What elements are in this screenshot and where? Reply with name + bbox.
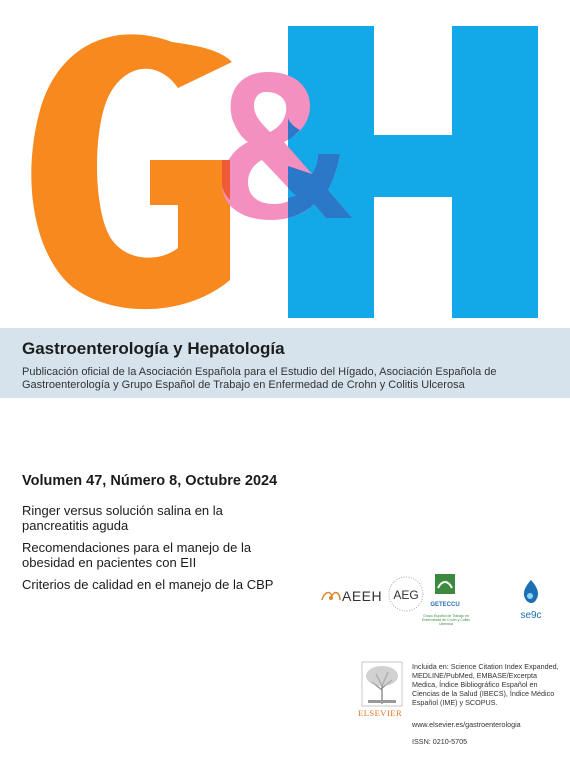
journal-title: Gastroenterología y Hepatología — [22, 339, 285, 358]
svg-text:AEG: AEG — [393, 588, 419, 602]
journal-website[interactable]: www.elsevier.es/gastroenterologia — [412, 720, 521, 729]
sepd-logo — [516, 576, 546, 624]
geteccu-logo — [424, 572, 466, 620]
article-title: Recomendaciones para el manejo de la obesidad en pacientes con EII — [22, 540, 252, 570]
indexing-info: Incluida en: Science Citation Index Expanded, MEDLINE/PubMed, EMBASE/Excerpta Medica, Índice Bibliográfico Español en Ciencias de la Salud (IBECS), Índice Médico Español (IME) y SCOPUS. — [412, 662, 559, 707]
aeg-logo — [386, 572, 426, 620]
aeeh-logo: AEEH — [342, 588, 383, 604]
gh-logo — [0, 0, 570, 330]
geteccu-caption: Grupo Español de Trabajo en Enfermedad de Crohn y Colitis Ulcerosa — [422, 614, 470, 626]
elsevier-wordmark: ELSEVIER — [358, 708, 403, 718]
partner-logos — [320, 568, 560, 628]
aeeh-icon — [320, 586, 342, 604]
elsevier-tree-logo — [360, 660, 404, 708]
issue-volume: Volumen 47, Número 8, Octubre 2024 — [22, 473, 278, 489]
svg-text:GETECCU: GETECCU — [430, 602, 460, 608]
article-list — [22, 503, 292, 599]
g-letter — [31, 34, 232, 309]
article-title: Criterios de calidad en el manejo de la CBP — [22, 577, 274, 592]
svg-text:se9c: se9c — [520, 610, 542, 621]
journal-subtitle: Publicación oficial de la Asociación Española para el Estudio del Hígado, Asociación Española de Gastroenterología y Grupo Español de Trabajo en Enfermedad de Crohn y Colitis Ulcerosa — [22, 366, 497, 391]
issn: ISSN: 0210-5705 — [412, 737, 468, 746]
article-title: Ringer versus solución salina en la pancreatitis aguda — [22, 503, 223, 533]
